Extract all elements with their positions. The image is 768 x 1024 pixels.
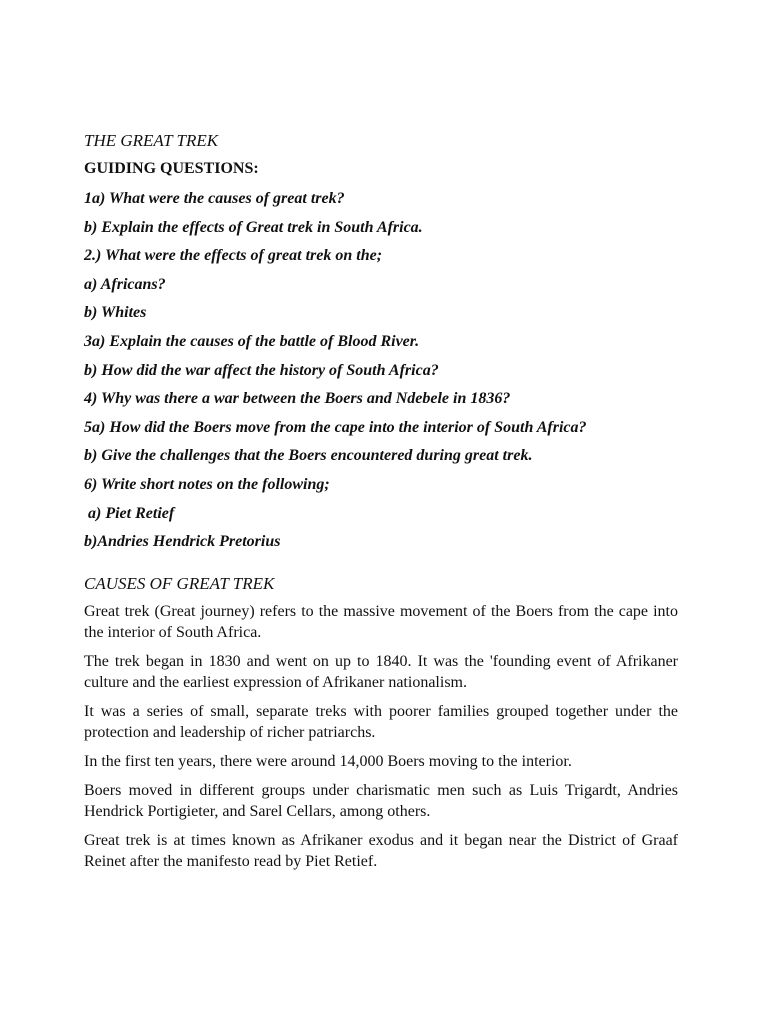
question-item: 3a) Explain the causes of the battle of Blood River. xyxy=(84,332,420,350)
paragraph: Great trek is at times known as Afrikaner exodus and it began near the District of Graaf Reinet after the manifesto read by Piet Retief. xyxy=(84,831,678,870)
question-item: 4) Why was there a war between the Boers and Ndebele in 1836? xyxy=(84,390,511,408)
question-item: b)Andries Hendrick Pretorius xyxy=(84,533,281,551)
questions-list xyxy=(84,189,678,561)
paragraph: It was a series of small, separate treks with poorer families grouped together under the protection and leadership of richer patriarchs. xyxy=(84,702,678,741)
document-title: THE GREAT TREK xyxy=(84,131,219,150)
paragraph: In the first ten years, there were around 14,000 Boers moving to the interior. xyxy=(84,752,572,770)
question-item: b) How did the war affect the history of South Africa? xyxy=(84,361,439,379)
question-item: b) Explain the effects of Great trek in South Africa. xyxy=(84,218,423,236)
question-item: 6) Write short notes on the following; xyxy=(84,475,330,493)
paragraph: Great trek (Great journey) refers to the massive movement of the Boers from the cape into the interior of South Africa. xyxy=(84,602,678,641)
section-heading: CAUSES OF GREAT TREK xyxy=(84,573,275,593)
question-item: b) Give the challenges that the Boers encountered during great trek. xyxy=(84,447,533,465)
paragraph: The trek began in 1830 and went on up to 1840. It was the 'founding event of Afrikaner culture and the earliest expression of Afrikaner nationalism. xyxy=(84,652,678,691)
question-item: a) Africans? xyxy=(84,275,166,293)
question-item: 5a) How did the Boers move from the cape into the interior of South Africa? xyxy=(84,418,587,436)
question-item: a) Piet Retief xyxy=(84,504,175,522)
document-page xyxy=(84,130,678,880)
question-item: 2.) What were the effects of great trek on the; xyxy=(84,247,383,265)
question-item: b) Whites xyxy=(84,304,147,322)
guiding-questions-label: GUIDING QUESTIONS: xyxy=(84,160,259,177)
question-item: 1a) What were the causes of great trek? xyxy=(84,190,345,207)
paragraph: Boers moved in different groups under charismatic men such as Luis Trigardt, Andries Hendrick Portigieter, and Sarel Cellars, among others. xyxy=(84,781,678,820)
